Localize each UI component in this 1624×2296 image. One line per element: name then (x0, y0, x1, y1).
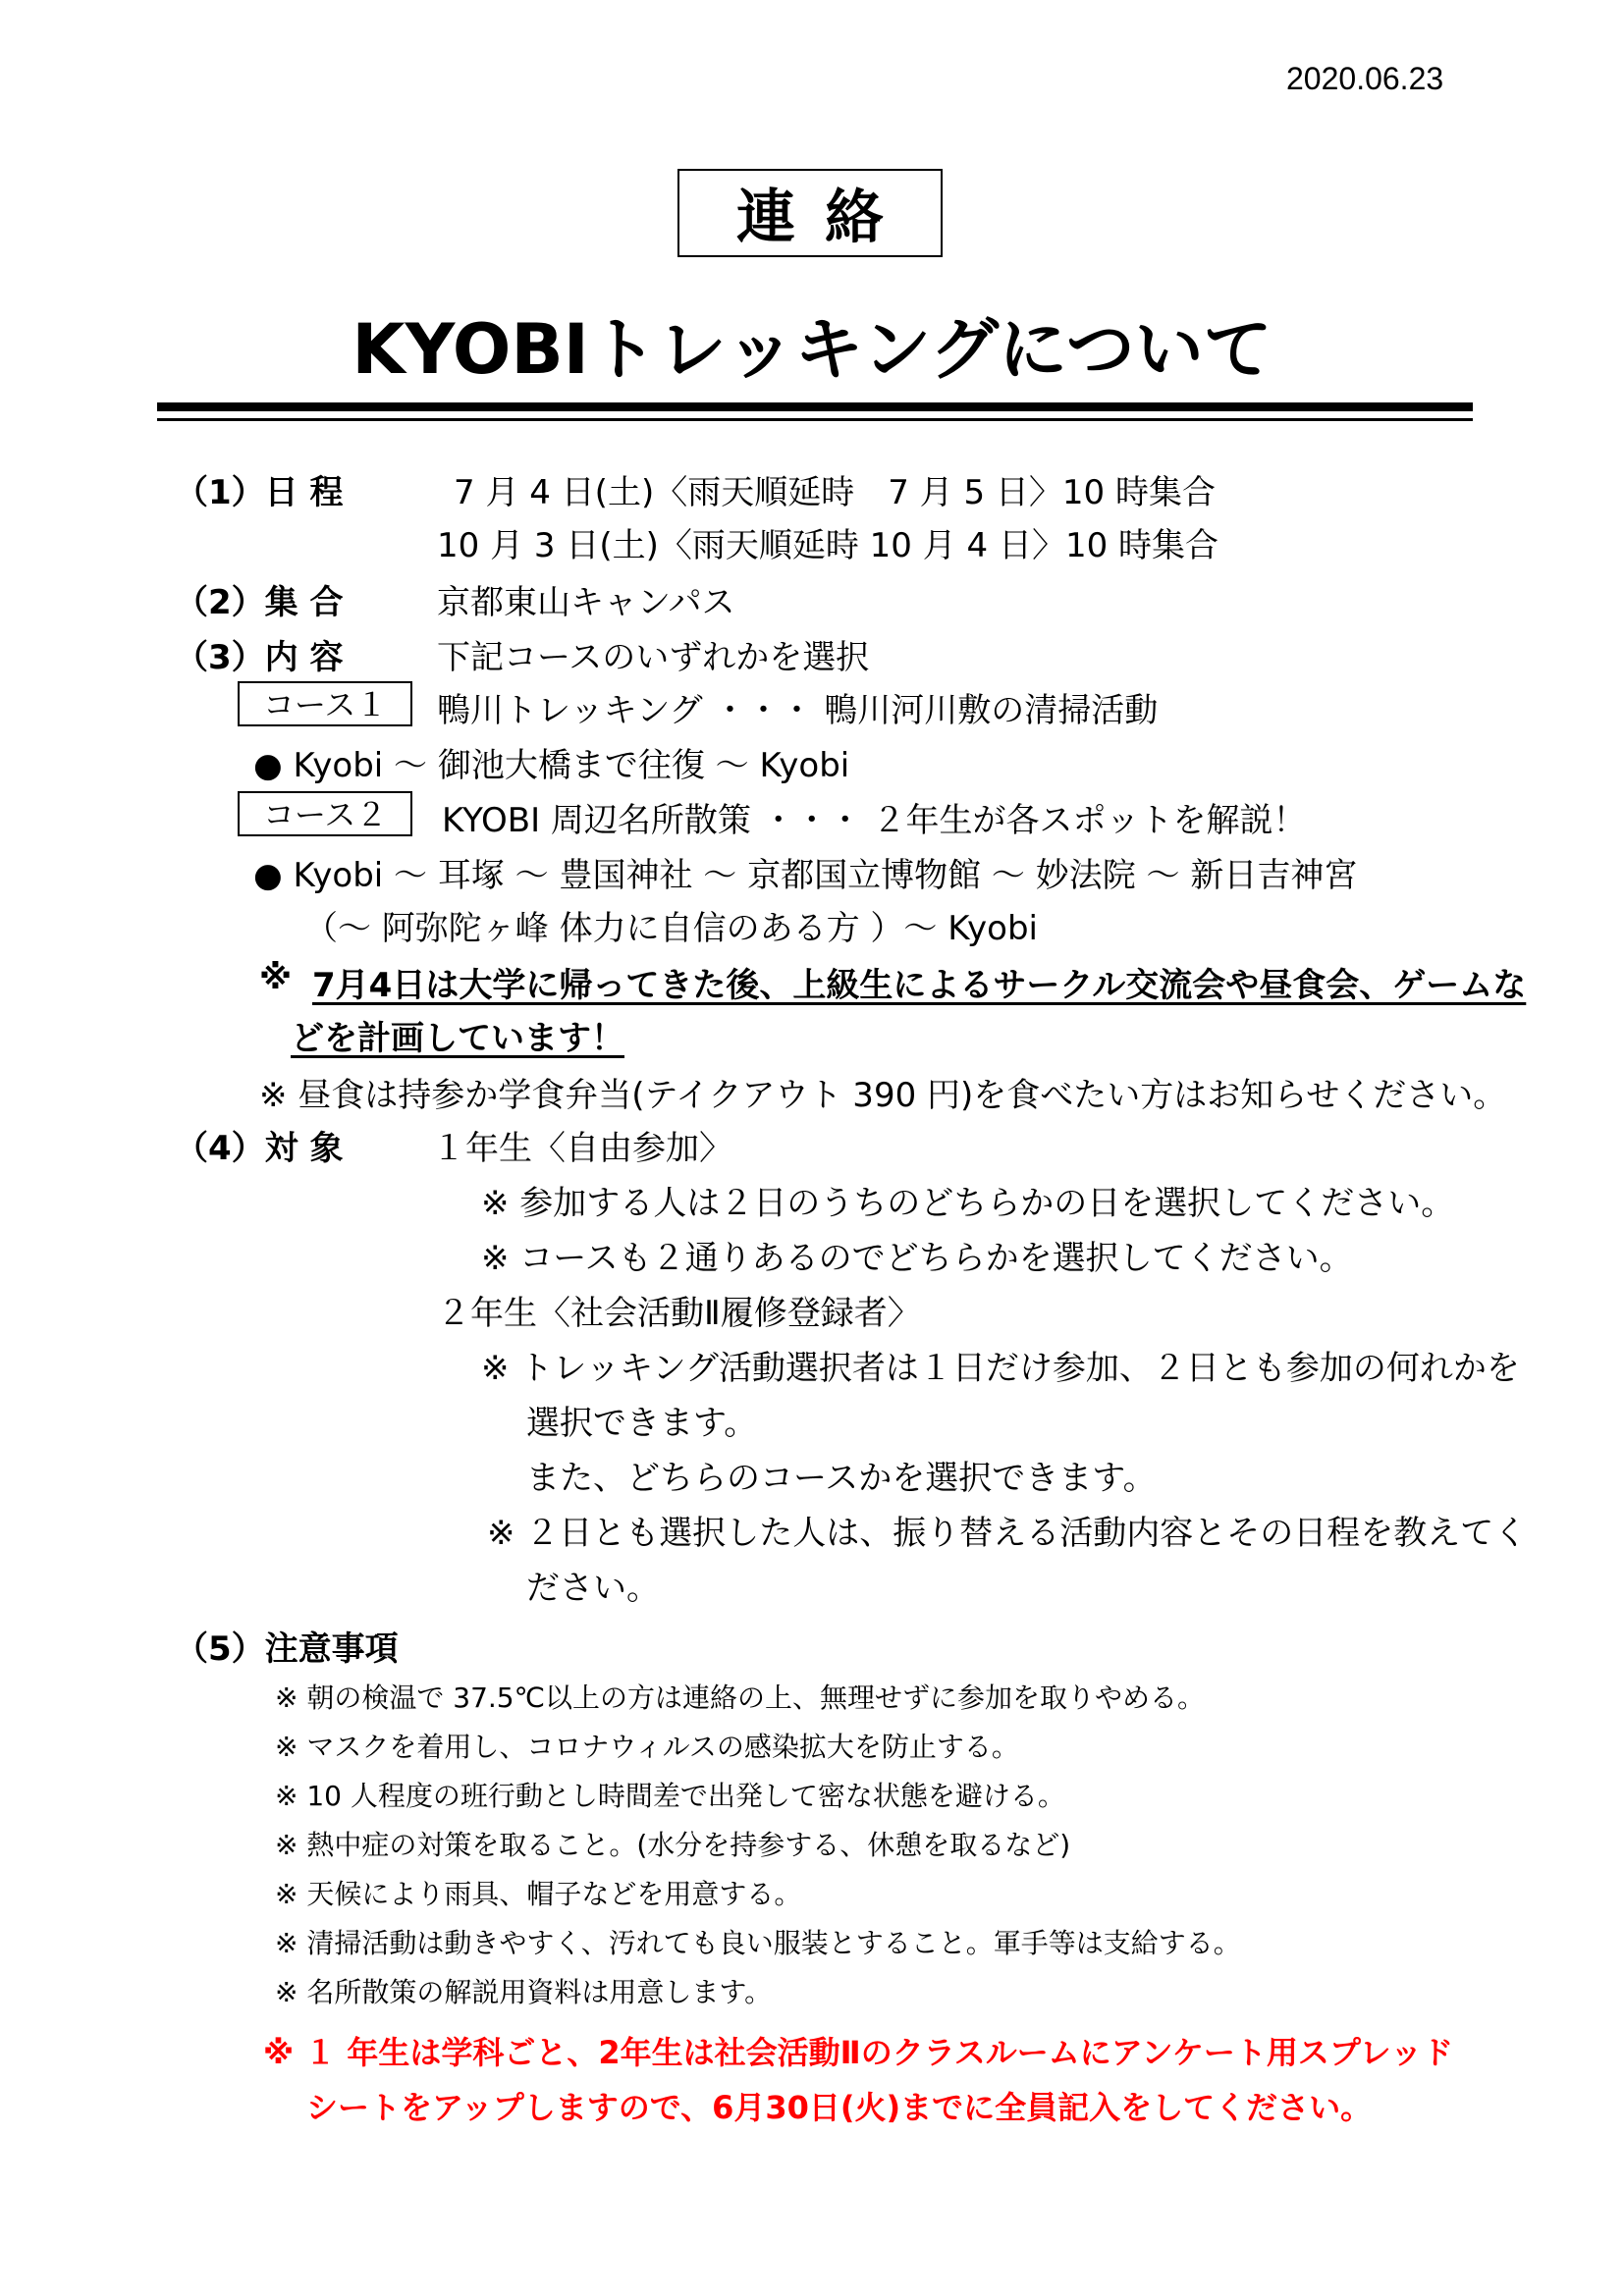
title-rule-thick (157, 402, 1473, 411)
year-2-note-2-line-2: ださい。 (526, 1569, 660, 1608)
course-2-text: KYOBI 周辺名所散策 ・・・ ２年生が各スポットを解説！ (442, 801, 1307, 840)
target-year-2: ２年生〈社会活動Ⅱ履修登録者〉 (437, 1294, 921, 1333)
section-target-label: （4）対 象 (175, 1129, 344, 1168)
course-1-text: 鴨川トレッキング ・・・ 鴨川河川敷の清掃活動 (437, 691, 1159, 730)
lunch-note: ※ 昼食は持参か学食弁当(テイクアウト 390 円)を食べたい方はお知らせください。 (259, 1076, 1507, 1115)
precaution-item: ※ 10 人程度の班行動とし時間差で出発して密な状態を避ける。 (275, 1780, 1065, 1812)
content-intro: 下記コースのいずれかを選択 (437, 638, 870, 677)
schedule-line-1: 7 月 4 日(土)〈雨天順延時 7 月 5 日〉10 時集合 (454, 473, 1216, 512)
event-note-line-1: 7月4日は大学に帰ってきた後、上級生によるサークル交流会や昼食会、ゲームな (312, 966, 1527, 1005)
year-2-note-1-line-1: ※ トレッキング活動選択者は１日だけ参加、２日とも参加の何れかを (481, 1349, 1520, 1388)
note-mark: ※ (259, 958, 293, 997)
section-content-label: （3）内 容 (175, 638, 344, 677)
page-title: KYOBIトレッキングについて (352, 309, 1272, 390)
year-1-note-1: ※ 参加する人は２日のうちのどちらかの日を選択してください。 (481, 1184, 1455, 1223)
section-meeting-label: （2）集 合 (175, 583, 344, 622)
course-2-route-extra: （～ 阿弥陀ヶ峰 体力に自信のある方 ）～ Kyobi (304, 909, 1039, 948)
year-2-note-2-line-1: ※ ２日とも選択した人は、振り替える活動内容とその日程を教えてく (487, 1514, 1528, 1553)
document-date: 2020.06.23 (1286, 61, 1444, 96)
notice-heading: 連絡 (736, 184, 913, 252)
precaution-item: ※ 天候により雨具、帽子などを用意する。 (275, 1878, 802, 1910)
precaution-item: ※ マスクを着用し、コロナウィルスの感染拡大を防止する。 (275, 1731, 1019, 1763)
precaution-item: ※ 朝の検温で 37.5℃以上の方は連絡の上、無理せずに参加を取りやめる。 (275, 1682, 1206, 1714)
notice-heading-box (677, 169, 943, 257)
event-note-line-2: どを計画しています！ (291, 1019, 624, 1058)
precaution-item: ※ 名所散策の解説用資料は用意します。 (275, 1976, 773, 2008)
schedule-line-2: 10 月 3 日(土)〈雨天順延時 10 月 4 日〉10 時集合 (437, 526, 1219, 565)
title-rule-thin (157, 418, 1473, 421)
section-schedule-label: （1）日 程 (175, 473, 344, 512)
survey-alert-line-2: シートをアップしますので、6月30日(火)までに全員記入をしてください。 (306, 2089, 1373, 2126)
year-2-note-1-line-3: また、どちらのコースかを選択できます。 (526, 1459, 1157, 1498)
precaution-item: ※ 清掃活動は動きやすく、汚れても良い服装とすること。軍手等は支給する。 (275, 1927, 1241, 1959)
course-1-box: コース１ (238, 681, 412, 726)
year-1-note-2: ※ コースも２通りあるのでどちらかを選択してください。 (481, 1239, 1353, 1278)
course-2-route: ● Kyobi ～ 耳塚 ～ 豊国神社 ～ 京都国立博物館 ～ 妙法院 ～ 新日吉神宮 (253, 856, 1358, 895)
course-2-box: コース２ (238, 791, 412, 836)
survey-alert-line-1: ※ １ 年生は学科ごと、2年生は社会活動Ⅱのクラスルームにアンケート用スプレッド (263, 2034, 1454, 2071)
year-2-note-1-line-2: 選択できます。 (526, 1404, 758, 1443)
target-year-1: １年生〈自由参加〉 (432, 1129, 732, 1168)
meeting-place: 京都東山キャンパス (437, 583, 735, 622)
section-precautions-label: （5）注意事項 (175, 1629, 399, 1669)
precaution-item: ※ 熱中症の対策を取ること。(水分を持参する、休憩を取るなど) (275, 1829, 1071, 1861)
course-1-route: ● Kyobi ～ 御池大橋まで往復 ～ Kyobi (253, 746, 850, 785)
